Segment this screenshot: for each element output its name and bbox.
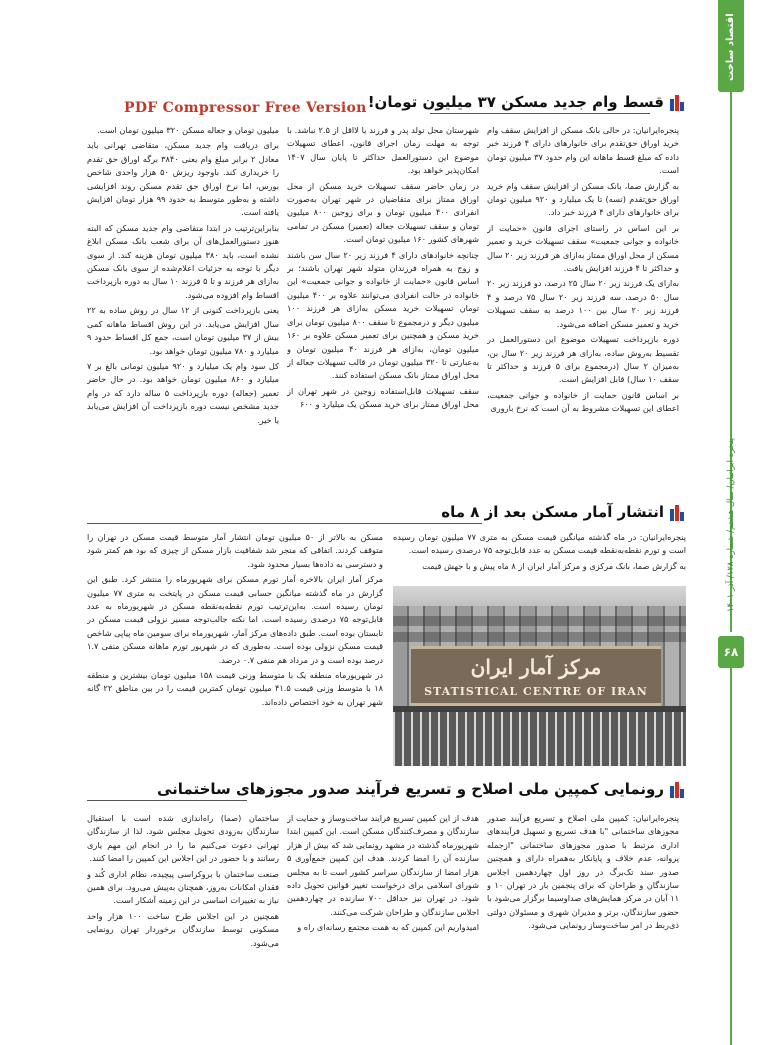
article-3-headline	[157, 780, 684, 798]
article-3-column-2: هدف از این کمپین تسریع فرایند ساخت‌وساز و حمایت از سازندگان و مصرف‌کنندگان مسکن است. این کمپین ابتدا شهریورماه گذشته در مشهد رونمایی شد که بیش از هزار سازنده آن را امضا کردند. هدف این کمپین جمع‌آوری ۵ هزار امضا از سازندگان سراسر کشور است تا به مجلس شورای اسلامی برای درخواست تغییر قوانین تحویل داده شود. در تهران نیز حداقل ۷۰۰ سازنده در چهاردهمین اجلاس سازندگان و طراحان شرکت می‌کنند. امیدواریم این کمپین که به همت مجتمع رسانه‌ای راه و	[287, 813, 479, 933]
article-2-column-1: پنجره‌ایرانیان: در ماه گذشته میانگین قیمت مسکن به متری ۷۷ میلیون تومان رسیده است و تورم نقطه‌به‌نقطه قیمت مسکن به عدد قابل‌توجه ۷۵ درصدی رسیده است. به گزارش صما، بانک مرکزی و مرکز آمار ایران از ۸ ماه پیش و با جهش قیمت	[393, 532, 686, 571]
article-1-title: قسط وام جدید مسکن ۳۷ میلیون تومان!	[367, 93, 664, 111]
chart-bars-icon	[670, 93, 684, 111]
chart-bars-icon	[670, 780, 684, 798]
article-3-title: رونمایی کمپین ملی اصلاح و تسریع فرآیند صدور مجوزهای ساختمانی	[156, 780, 664, 798]
statistical-centre-photo	[393, 586, 686, 766]
section-tab-label: اقتصاد ساخت و ساز	[725, 13, 762, 81]
article-1-title-rule	[430, 113, 650, 114]
article-2-column-2: مسکن به بالاتر از ۵۰ میلیون تومان انتشار آمار متوسط قیمت مسکن در تهران را متوقف کردند. اتفاقی که منجر شد شفافیت بازار مسکن از چیزی که بود هم کمتر شود و دسترسی به داده‌ها بسیار محدود شود. مرکز آمار ایران بالاخره آمار تورم مسکن برای شهریورماه را منتشر کرد. طبق این گزارش در ماه گذشته میانگین حسابی قیمت مسکن در پایتخت به متری ۷۷ میلیون تومان رسیده است. به‌این‌ترتیب تورم نقطه‌به‌نقطه مسکن در شهریورماه به عدد قابل‌توجه ۷۵ درصدی رسیده است. اما نکته جالب‌توجه مسیر نزولی قیمت مسکن در تابستان بوده است. طبق داده‌های مرکز آمار، شهریورماه برای سومین ماه پیاپی شاخص قیمت مسکن نزولی بوده است. به‌طوری که در شهریور تورم ماهانه مسکن منفی ۱.۷ درصد بوده است و در مرداد هم منفی ۰.۷ درصد. در شهریورماه منطقه یک با متوسط وزنی قیمت ۱۵۸ میلیون تومان بیشترین و منطقه ۱۸ با متوسط وزنی قیمت ۴۱.۵ میلیون تومان کمترین قیمت را در بین مناطق ۲۲ گانه شهر تهران به خود اختصاص داده‌اند.	[87, 532, 383, 707]
page-number: ۶۸	[718, 636, 744, 668]
article-1-column-2: شهرستان محل تولد پدر و فرزند یا لااقل از ۲.۵ نباشد. با توجه به مهلت زمان اجرای قانون، اعطای تسهیلات موضوع این دستورالعمل حداکثر تا پایان سال ۱۴۰۷ امکان‌پذیر خواهد بود. در زمان حاضر سقف تسهیلات خرید مسکن از محل اوراق ممتاز برای متقاضیان در شهر تهران به‌صورت انفرادی ۴۰۰ میلیون تومان و برای زوجین ۸۰۰ میلیون تومان و سقف تسهیلات جعاله (تعمیر) مسکن در تمامی شهرهای کشور ۱۶۰ میلیون تومان است. چنانچه خانوادهای دارای ۴ فرزند زیر ۲۰ سال سن باشند و زوج به همراه فرزندان متولد شهر تهران باشند؛ بر اساس قانون «حمایت از خانواده و جوانی جمعیت» این خانواده در حالت انفرادی می‌توانند علاوه بر ۴۰۰ میلیون تومان تسهیلات خرید مسکن به‌ازای هر فرزند ۱۰۰ میلیون دیگر و درمجموع تا سقف ۸۰۰ میلیون تومان برای خرید مسکن و همچنین برای تعمیر مسکن علاوه بر ۱۶۰ میلیون تومان، به‌ازای هر فرزند ۴۰ میلیون تومان و به‌عبارتی تا ۳۲۰ میلیون تومان در قالب تسهیلات جعاله از محل اوراق ممتاز بانک مسکن استفاده کنند. سقف تسهیلات قابل‌استفاده زوجین در شهر تهران از محل اوراق ممتاز برای خرید مسکن یک میلیارد و ۶۰۰	[287, 125, 479, 410]
pdf-watermark: PDF Compressor Free Version	[124, 100, 367, 116]
article-2-headline	[441, 503, 684, 521]
article-3-column-3: ساختمان (صما) راه‌اندازی شده است با استقبال سازندگان به‌زودی تحویل مجلس شود. لذا از سازندگان تهرانی دعوت می‌کنیم ما را در انجام این مهم یاری رسانند و با حضور در این اجلاس این کمپین را امضا کنند. صنعت ساختمان با بروکراسی پیچیده، نظام اداری کُند و فقدان امکانات به‌روز، همچنان به‌پیش می‌رود. برای همین نیاز به تغییرات اساسی در این زمینه آشکار است. همچنین در این اجلاس طرح ساخت ۱۰۰ هزار واحد مسکونی توسط سازندگان برخوردار تهران رونمایی می‌شود.	[87, 813, 279, 948]
side-divider-lower	[730, 668, 732, 1045]
sign-english-text: STATISTICAL CENTRE OF IRAN	[424, 685, 648, 698]
article-2-title: انتشار آمار مسکن بعد از ۸ ماه	[441, 503, 664, 521]
chart-bars-icon	[670, 503, 684, 521]
article-1-column-1: پنجره‌ایرانیان: در حالی بانک مسکن از افزایش سقف وام خرید اوراق حق‌تقدم برای خانوارهای دارای ۴ فرزند خبر داده که مبلغ قسط ماهانه این وام حدود ۳۷ میلیون تومان است. به گزارش صما، بانک مسکن از افزایش سقف وام خرید اوراق حق‌تقدم (تسه) تا یک میلیارد و ۹۲۰ میلیون تومان برای خانوارهای دارای ۴ فرزند خبر داد. بر این اساس در راستای اجرای قانون «حمایت از خانواده و جوانی جمعیت» سقف تسهیلات خرید و تعمیر مسکن از محل اوراق ممتاز به‌ازای هر فرزند زیر ۲۰ سال و حداکثر تا ۴ فرزند افزایش یافت. به‌ازای یک فرزند زیر ۲۰ سال ۲۵ درصد، دو فرزند زیر ۲۰ سال ۵۰ درصد، سه فرزند زیر ۲۰ سال ۷۵ درصد و ۴ فرزند زیر ۲۰ سال بین ۱۰۰ درصد به سقف تسهیلات خرید و تعمیر مسکن اضافه می‌شود. دوره بازپرداخت تسهیلات موضوع این دستورالعمل در تقسیط به‌روش ساده، به‌ازای هر فرزند زیر ۲۰ سال بن، به‌میزان ۲ سال (درمجموع برای ۵ فرزند و حداکثر تا سقف ۱۰ سال) قابل افزایش است. بر اساس قانون حمایت از خانواده و جوانی جمعیت، اعطای این تسهیلات مشروط به آن است که نرخ باروری	[487, 125, 679, 414]
side-band	[718, 0, 762, 1045]
article-3-title-rule	[87, 800, 247, 801]
section-tab[interactable]	[718, 0, 762, 92]
entrance-grill	[393, 712, 686, 766]
article-1-column-3: میلیون تومان و جعاله مسکن ۳۲۰ میلیون تومان است. برای دریافت وام جدید مسکن، متقاضی تهرانی باید معادل ۲ برابر مبلغ وام یعنی ۳۸۴۰ برگه اوراق حق تقدم را خریداری کند. باوجود ریزش ۵۰ هزار واحدی شاخص بورس، اما نرخ اوراق حق تقدم مسکن روند افزایشی داشته و به‌طور متوسط به حدود ۹۹ هزار تومان افزایش یافته است. بنابراین‌ترتیب در ابتدا متقاضی وام جدید مسکن که البته هنوز دستورالعمل‌های آن برای شعب بانک مسکن ابلاغ نشده است، باید ۳۸۰ میلیون تومان هزینه کند. از سوی دیگر با توجه به جزئیات اعلام‌شده از سوی بانک مسکن به‌ازای هر فرزند و تا ۵ فرزند ۱۰ سال به دوره بازپرداخت اقساط وام افزوده می‌شود. یعنی بازپرداخت کنونی از ۱۲ سال در روش ساده به ۲۲ سال افزایش می‌یابد. در این روش اقساط ماهانه کمی بیش از ۳۷ میلیون تومان است، جمع کل اقساط حدود ۹ میلیارد و ۷۸۰ میلیون تومان خواهد بود. کل سود وام یک میلیارد و ۹۲۰ میلیون تومانی بالغ بر ۷ میلیارد و ۸۶۰ میلیون تومان خواهد بود. در حال حاضر تعمیر (جعاله) دوره بازپرداخت ۵ ساله دارد که در وام جدید مشخص نیست دوره بازپرداخت آن افزایش می‌یابد یا خیر.	[87, 125, 279, 425]
issue-info: پنجره ایرانیان/ سال هشتم/ شماره ۱۲۸/ آذر ۱۴۰۱	[726, 437, 736, 613]
article-1-headline	[368, 93, 684, 111]
sign-persian-text: مرکز آمار ایران	[470, 655, 602, 679]
article-3-column-1: پنجره‌ایرانیان: کمپین ملی اصلاح و تسریع فرآیند صدور مجوزهای ساختمانی "با هدف تسریع و تسهیل فرآیندهای اداری مرتبط با صدور مجوزهای ساختمانی "ازجمله پروانه، عدم خلاف و پایانکار به‌همراه دارای و همچنین صدور سند تک‌برگ در روز اول چهاردهمین اجلاس سازندگان و طراحان که برای پنجمین بار در تهران ۱۰ و ۱۱ آبان در مرکز همایش‌های صداوسیما برگزار می‌شود با حضور سازندگان، برتر و مدیران شهری و مسئولان دولتی ذی‌ربط در امر ساخت‌وساز رونمایی می‌شود.	[487, 813, 679, 931]
article-2-title-rule	[87, 523, 482, 524]
building-sign	[411, 646, 661, 706]
